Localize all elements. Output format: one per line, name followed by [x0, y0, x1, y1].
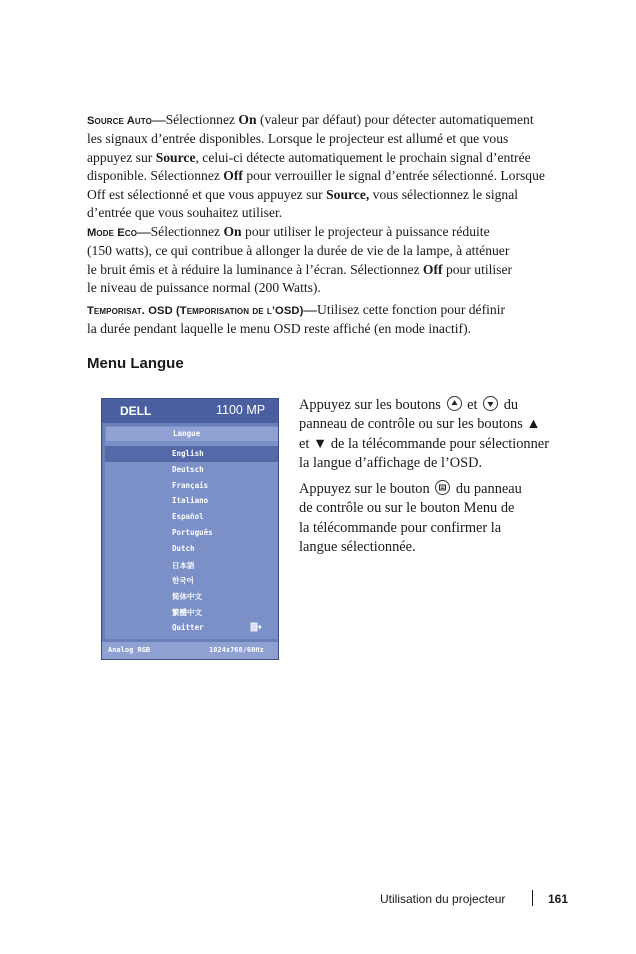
page-number: 161: [548, 892, 569, 906]
osd-language-item-english[interactable]: English: [105, 446, 278, 462]
osd-header: [102, 399, 278, 423]
instructions-paragraph-2: Appuyez sur le bouton du panneau de contrôle ou sur le bouton Menu de la télécommande pour confirmer la langue sélectionnée.: [299, 481, 522, 556]
osd-model-name: 1100 MP: [216, 403, 266, 417]
mode-eco-term: Mode Eco: [87, 227, 138, 239]
osd-timeout-term: Temporisat. OSD (Temporisation de l’OSD): [87, 305, 304, 317]
osd-status-bar: [102, 642, 278, 659]
osd-quit-item[interactable]: Quitter: [105, 620, 278, 636]
source-auto-paragraph: Source Auto—Sélectionnez On (valeur par défaut) pour détecter automatiquement les signaux d’entrée disponibles. Lorsque le projecteur est allumé et que vous appuyez sur Source, celui-ci détecte automatiquement le prochain signal d’entrée disponible. Sélectionnez Off pour verrouiller le signal d’entrée sélectionné. Lorsque Off est sélectionné et que vous appuyez sur Source, vous sélectionnez le signal d’entrée que vous souhaitez utiliser.: [87, 112, 545, 221]
osd-language-item-traditional-chinese[interactable]: 繁體中文: [172, 607, 202, 617]
osd-language-item-deutsch[interactable]: Deutsch: [172, 464, 204, 474]
mode-eco-paragraph: Mode Eco—Sélectionnez On pour utiliser le projecteur à puissance réduite (150 watts), ce qui contribue à allonger la durée de vie de la lampe, à atténuer le bruit émis et à réduire la luminance à l’écran. Sélectionnez Off pour utiliser le niveau de puissance normal (200 Watts).: [87, 224, 513, 296]
osd-language-item-portugues[interactable]: Português: [172, 527, 213, 537]
down-arrow-button-icon: [483, 396, 498, 411]
source-auto-term: Source Auto: [87, 115, 152, 127]
osd-resolution: 1024x768/60Hz: [209, 646, 264, 654]
exit-door-icon: [250, 622, 262, 632]
osd-language-list: [105, 446, 278, 636]
instructions-paragraph-1: Appuyez sur les boutons et du panneau de contrôle ou sur les boutons ▲ et ▼ de la télécommande pour sélectionner la langue d’affichage de l’OSD.: [299, 397, 549, 472]
osd-language-item-italiano[interactable]: Italiano: [172, 496, 209, 506]
osd-timeout-paragraph: Temporisat. OSD (Temporisation de l’OSD)—Utilisez cette fonction pour définir la durée pendant laquelle le menu OSD reste affiché (en mode inactif).: [87, 302, 505, 337]
up-arrow-button-icon: [447, 396, 462, 411]
footer-divider: [532, 890, 533, 906]
osd-language-item-japanese[interactable]: 日本語: [172, 560, 195, 570]
osd-panel: [105, 426, 278, 639]
osd-language-item-espanol[interactable]: Español: [172, 512, 204, 522]
osd-language-item-dutch[interactable]: Dutch: [172, 543, 195, 553]
section-title: Menu Langue: [87, 355, 184, 372]
osd-language-menu-image: [101, 398, 279, 660]
menu-button-icon: [435, 480, 450, 495]
osd-language-item-simplified-chinese[interactable]: 简体中文: [172, 592, 202, 602]
dell-logo: DELL: [120, 404, 152, 418]
osd-input-source: Analog RGB: [108, 646, 151, 654]
osd-language-item-francais[interactable]: Français: [172, 480, 209, 490]
osd-menu-title: Langue: [106, 427, 278, 441]
footer-chapter-title: Utilisation du projecteur: [380, 892, 506, 906]
osd-language-item-korean[interactable]: 한국어: [172, 576, 194, 586]
